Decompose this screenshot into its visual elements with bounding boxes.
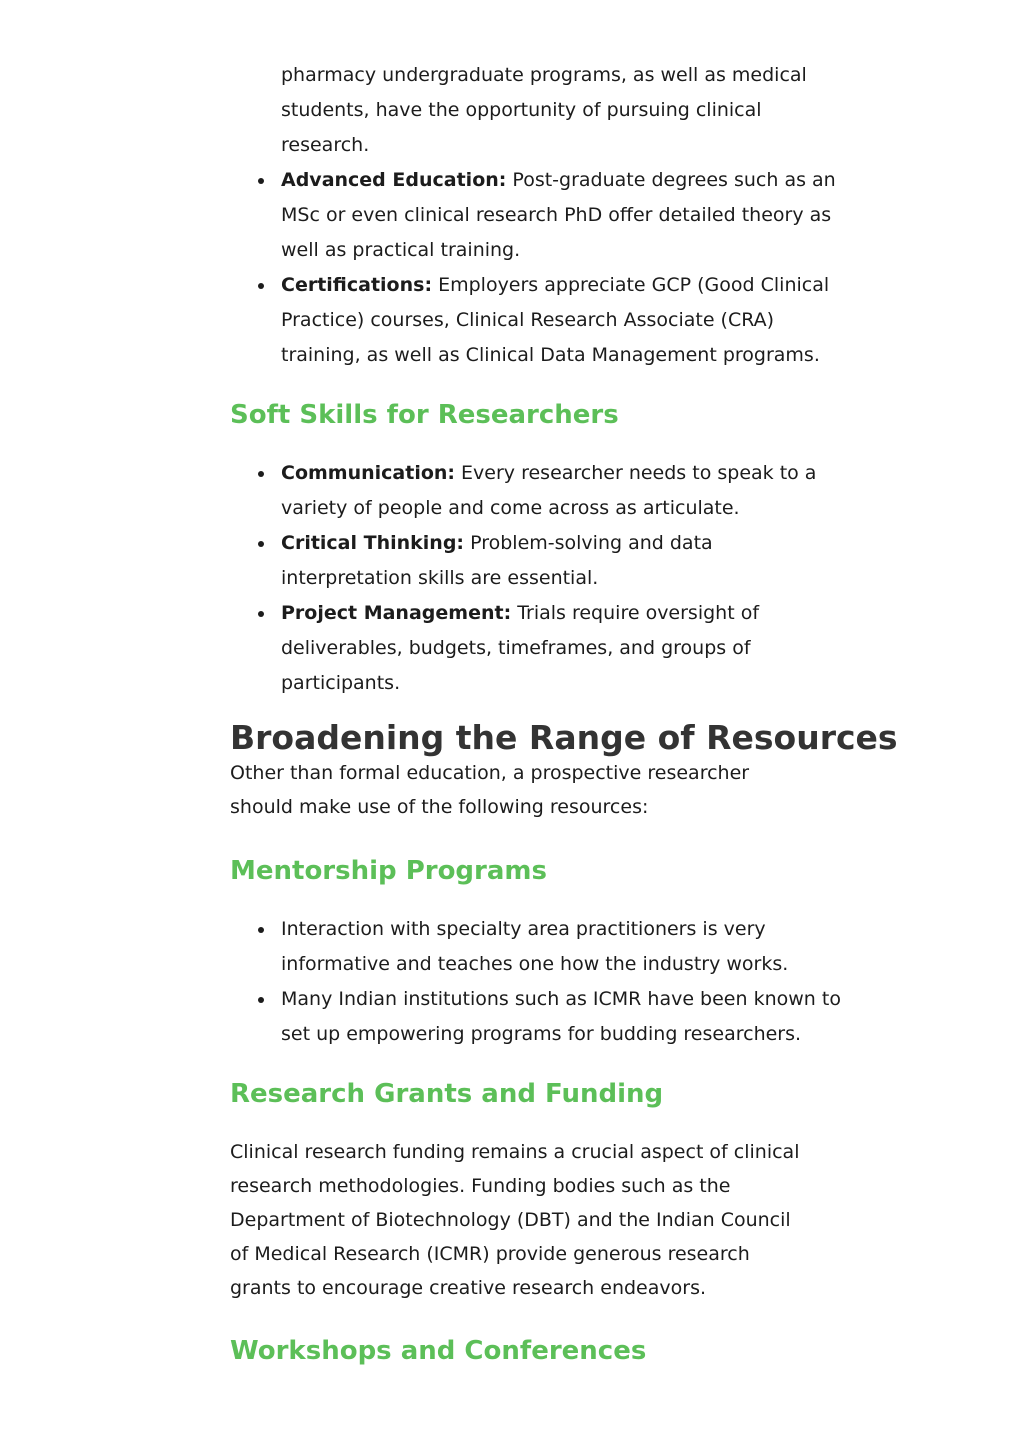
list-item: Interaction with specialty area practitioners is very informative and teaches one how the industry works. (281, 912, 841, 982)
list-item: Advanced Education: Post-graduate degrees such as an MSc or even clinical research PhD offer detailed theory as well as practical training. (281, 163, 841, 268)
list-item: Certifications: Employers appreciate GCP (Good Clinical Practice) courses, Clinical Research Associate (CRA) training, as well as Clinical Data Management programs. (281, 268, 841, 373)
list-item: Communication: Every researcher needs to speak to a variety of people and come across as articulate. (281, 456, 841, 526)
soft-skills-heading: Soft Skills for Researchers (230, 400, 619, 430)
grants-heading: Research Grants and Funding (230, 1079, 664, 1109)
list-item: Many Indian institutions such as ICMR have been known to set up empowering programs for budding researchers. (281, 982, 841, 1052)
resources-paragraph: Other than formal education, a prospective researcher should make use of the following resources: (230, 762, 750, 818)
resources-heading: Broadening the Range of Resources (230, 718, 898, 757)
list-item: Critical Thinking: Problem-solving and data interpretation skills are essential. (281, 526, 841, 596)
list-item: Project Management: Trials require oversight of deliverables, budgets, timeframes, and groups of participants. (281, 596, 841, 701)
mentorship-heading: Mentorship Programs (230, 856, 547, 886)
grants-paragraph: Clinical research funding remains a crucial aspect of clinical research methodologies. Funding bodies such as the Department of Biotechnology (DBT) and the Indian Council of Medical Research (ICMR) provide generous research grants to encourage creative research endeavors. (230, 1141, 800, 1299)
workshops-heading: Workshops and Conferences (230, 1336, 647, 1366)
soft-skills-list (230, 456, 841, 701)
list-item: pharmacy undergraduate programs, as well as medical students, have the opportunity of pursuing clinical research. (281, 64, 807, 156)
education-list (230, 58, 841, 373)
mentorship-list (230, 912, 841, 1052)
